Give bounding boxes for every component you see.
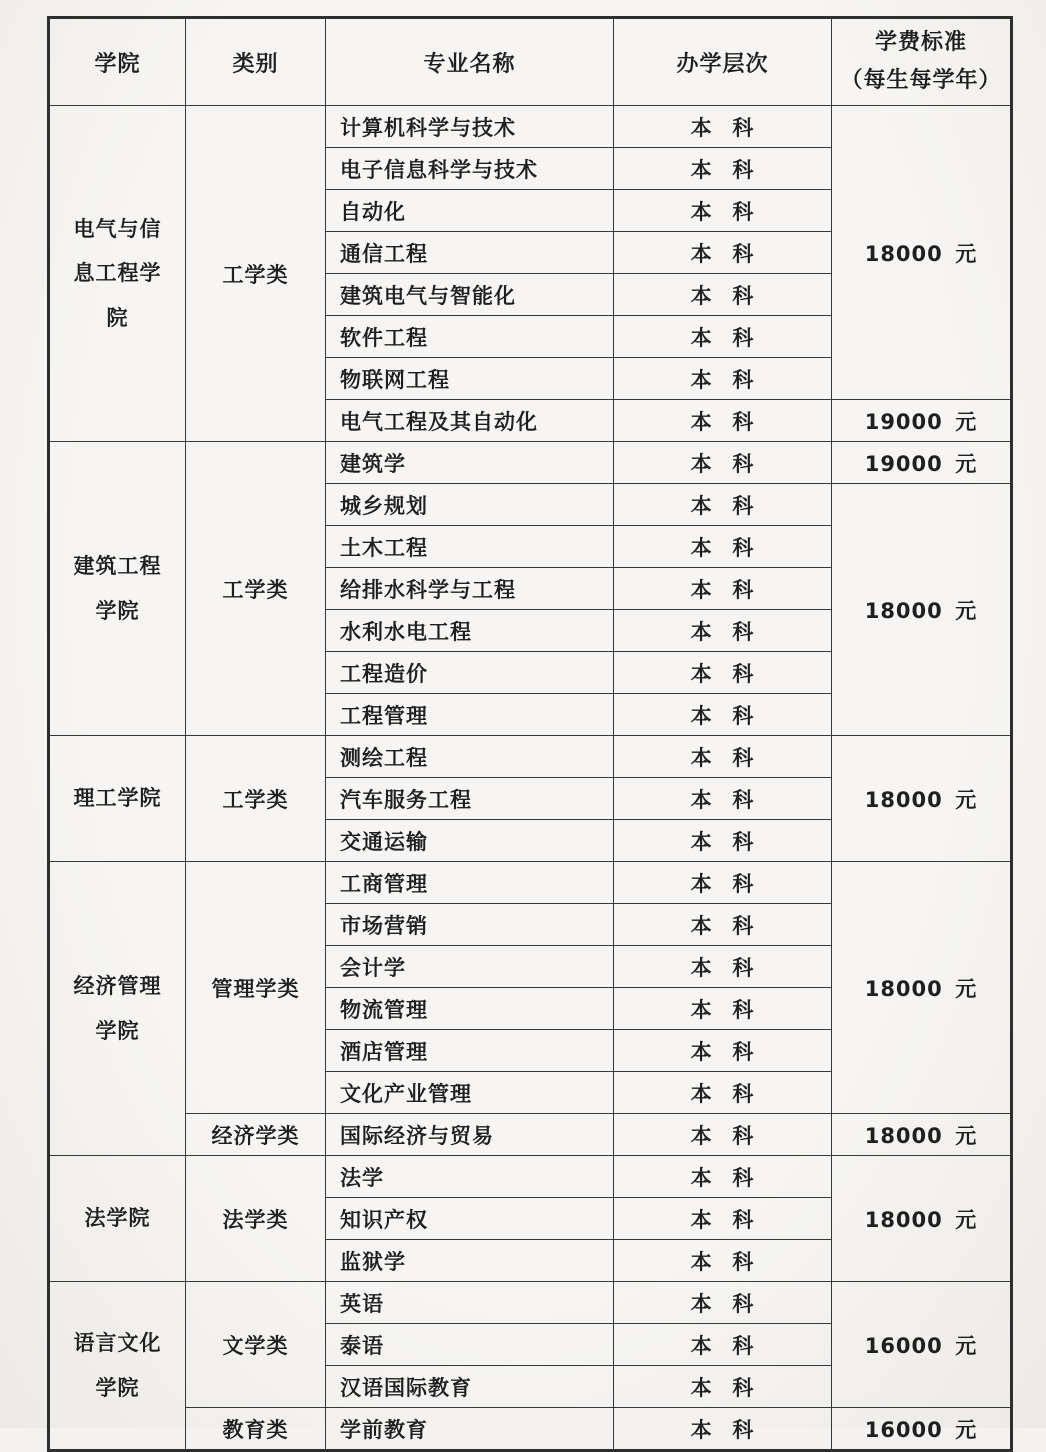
major-cell: 市场营销 [326, 904, 614, 946]
level-cell: 本 科 [614, 1156, 832, 1198]
major-cell: 水利水电工程 [326, 610, 614, 652]
major-cell: 城乡规划 [326, 484, 614, 526]
college-cell [49, 106, 186, 442]
tuition-cell: 16000 元 [832, 1408, 1012, 1451]
major-cell: 工商管理 [326, 862, 614, 904]
level-cell: 本 科 [614, 400, 832, 442]
level-cell: 本 科 [614, 610, 832, 652]
college-name: 法学院 [84, 1206, 151, 1231]
major-cell: 工程造价 [326, 652, 614, 694]
header-row [49, 18, 1012, 106]
major-cell: 物联网工程 [326, 358, 614, 400]
level-cell: 本 科 [614, 148, 832, 190]
header-college: 学院 [49, 18, 186, 106]
level-cell: 本 科 [614, 1324, 832, 1366]
college-cell [49, 862, 186, 1156]
table-row [49, 106, 1012, 148]
level-cell: 本 科 [614, 694, 832, 736]
tuition-cell: 18000 元 [832, 862, 1012, 1114]
table-row [49, 1114, 1012, 1156]
major-cell: 通信工程 [326, 232, 614, 274]
category-cell: 教育类 [186, 1408, 326, 1451]
category-cell: 法学类 [186, 1156, 326, 1282]
major-cell: 土木工程 [326, 526, 614, 568]
level-cell: 本 科 [614, 1072, 832, 1114]
header-tuition-line2: （每生每学年） [840, 68, 1002, 93]
major-cell: 汉语国际教育 [326, 1366, 614, 1408]
major-cell: 酒店管理 [326, 1030, 614, 1072]
major-cell: 工程管理 [326, 694, 614, 736]
major-cell: 自动化 [326, 190, 614, 232]
college-cell [49, 736, 186, 862]
table-row [49, 862, 1012, 904]
major-cell: 交通运输 [326, 820, 614, 862]
tuition-cell: 19000 元 [832, 400, 1012, 442]
table-row [49, 1408, 1012, 1451]
header-tuition [832, 18, 1012, 106]
level-cell: 本 科 [614, 736, 832, 778]
level-cell: 本 科 [614, 1030, 832, 1072]
table-row [49, 736, 1012, 778]
tuition-cell: 16000 元 [832, 1282, 1012, 1408]
major-cell: 泰语 [326, 1324, 614, 1366]
category-cell: 管理学类 [186, 862, 326, 1114]
tuition-cell: 18000 元 [832, 736, 1012, 862]
header-tuition-line1: 学费标准 [874, 29, 967, 55]
college-name: 理工学院 [73, 786, 162, 811]
level-cell: 本 科 [614, 778, 832, 820]
college-name: 语言文化学院 [73, 1331, 162, 1400]
major-cell: 建筑电气与智能化 [326, 274, 614, 316]
tuition-cell: 19000 元 [832, 442, 1012, 484]
level-cell: 本 科 [614, 862, 832, 904]
major-cell: 知识产权 [326, 1198, 614, 1240]
level-cell: 本 科 [614, 1282, 832, 1324]
level-cell: 本 科 [614, 652, 832, 694]
level-cell: 本 科 [614, 484, 832, 526]
level-cell: 本 科 [614, 274, 832, 316]
level-cell: 本 科 [614, 190, 832, 232]
major-cell: 建筑学 [326, 442, 614, 484]
college-cell [49, 442, 186, 736]
level-cell: 本 科 [614, 106, 832, 148]
major-cell: 国际经济与贸易 [326, 1114, 614, 1156]
college-cell [49, 1282, 186, 1451]
tuition-fee-table [47, 16, 1013, 1452]
tuition-cell: 18000 元 [832, 1156, 1012, 1282]
level-cell: 本 科 [614, 988, 832, 1030]
table-row [49, 1156, 1012, 1198]
major-cell: 软件工程 [326, 316, 614, 358]
table-row [49, 442, 1012, 484]
category-cell: 文学类 [186, 1282, 326, 1408]
major-cell: 文化产业管理 [326, 1072, 614, 1114]
major-cell: 汽车服务工程 [326, 778, 614, 820]
category-cell: 工学类 [186, 736, 326, 862]
category-cell: 经济学类 [186, 1114, 326, 1156]
level-cell: 本 科 [614, 568, 832, 610]
category-cell: 工学类 [186, 106, 326, 442]
level-cell: 本 科 [614, 232, 832, 274]
major-cell: 电子信息科学与技术 [326, 148, 614, 190]
level-cell: 本 科 [614, 526, 832, 568]
level-cell: 本 科 [614, 946, 832, 988]
college-name: 电气与信息工程学院 [73, 217, 162, 330]
major-cell: 法学 [326, 1156, 614, 1198]
college-cell [49, 1156, 186, 1282]
level-cell: 本 科 [614, 1408, 832, 1451]
level-cell: 本 科 [614, 904, 832, 946]
header-level: 办学层次 [614, 18, 832, 106]
level-cell: 本 科 [614, 820, 832, 862]
college-name: 经济管理学院 [73, 974, 162, 1043]
major-cell: 监狱学 [326, 1240, 614, 1282]
major-cell: 物流管理 [326, 988, 614, 1030]
level-cell: 本 科 [614, 316, 832, 358]
level-cell: 本 科 [614, 1366, 832, 1408]
category-cell: 工学类 [186, 442, 326, 736]
major-cell: 计算机科学与技术 [326, 106, 614, 148]
level-cell: 本 科 [614, 1114, 832, 1156]
major-cell: 测绘工程 [326, 736, 614, 778]
major-cell: 英语 [326, 1282, 614, 1324]
tuition-cell: 18000 元 [832, 484, 1012, 736]
major-cell: 学前教育 [326, 1408, 614, 1451]
header-major: 专业名称 [326, 18, 614, 106]
level-cell: 本 科 [614, 442, 832, 484]
major-cell: 给排水科学与工程 [326, 568, 614, 610]
header-category: 类别 [186, 18, 326, 106]
level-cell: 本 科 [614, 1240, 832, 1282]
major-cell: 电气工程及其自动化 [326, 400, 614, 442]
tuition-cell: 18000 元 [832, 106, 1012, 400]
college-name: 建筑工程学院 [73, 554, 162, 623]
table-row [49, 1282, 1012, 1324]
level-cell: 本 科 [614, 358, 832, 400]
level-cell: 本 科 [614, 1198, 832, 1240]
major-cell: 会计学 [326, 946, 614, 988]
tuition-cell: 18000 元 [832, 1114, 1012, 1156]
